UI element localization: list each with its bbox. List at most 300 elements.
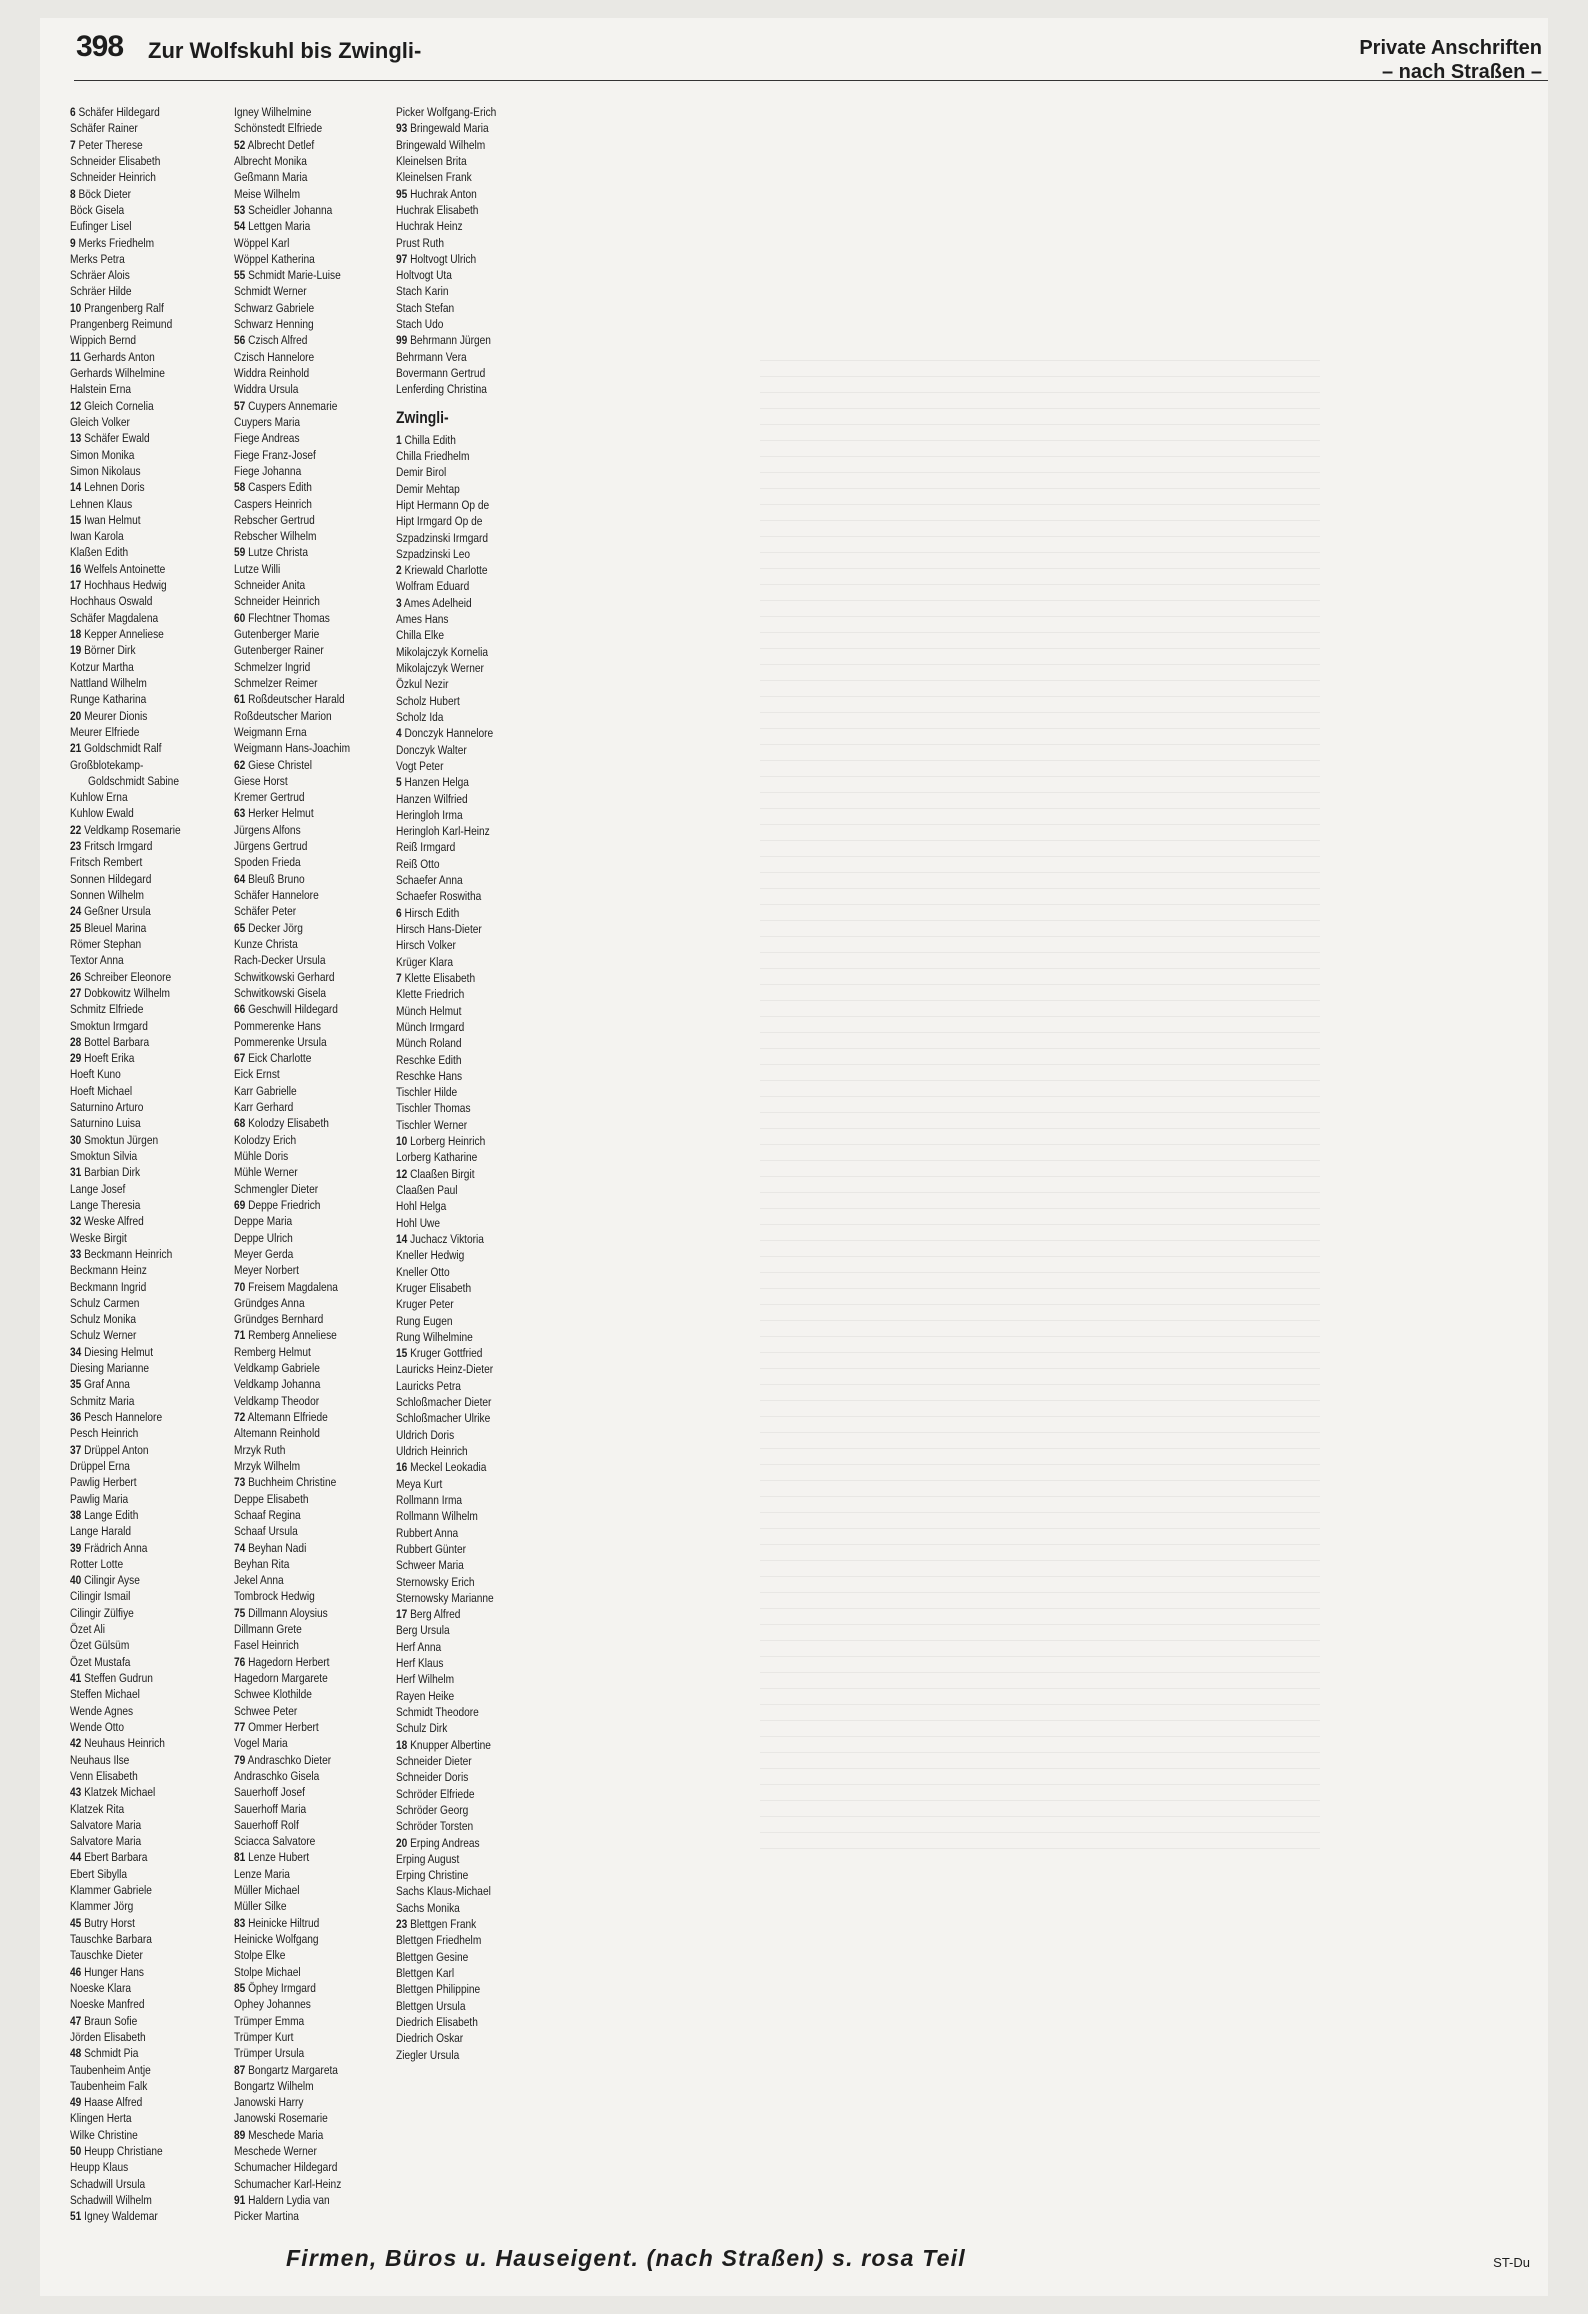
listing-entry <box>70 708 198 724</box>
resident-name: Hagedorn Margarete <box>234 1671 328 1685</box>
listing-entry <box>234 1066 362 1082</box>
listing-entry <box>234 1376 362 1392</box>
resident-name: Schaaf Regina <box>234 1507 301 1522</box>
resident-name: Meschede Werner <box>234 2144 317 2159</box>
listing-entry <box>234 398 362 414</box>
listing-entry <box>396 1166 524 1182</box>
listing-entry <box>396 316 524 332</box>
house-number: 74 <box>234 1540 246 1555</box>
listing-entry <box>234 593 362 609</box>
resident-name: Graf Anna <box>84 1377 130 1392</box>
listing-entry <box>234 1866 362 1882</box>
listing-entry <box>234 1213 362 1229</box>
resident-name: Veldkamp Gabriele <box>234 1361 320 1376</box>
listing-entry <box>70 610 198 626</box>
listing-entry <box>396 1149 524 1165</box>
resident-name: Lorberg Katharine <box>396 1150 478 1165</box>
page-title: Zur Wolfskuhl bis Zwingli- <box>148 38 422 63</box>
resident-name: Smoktun Jürgen <box>84 1132 159 1147</box>
resident-name: Kuhlow Ewald <box>70 806 134 821</box>
resident-name: Bongartz Wilhelm <box>234 2078 314 2093</box>
listing-entry <box>234 2110 362 2126</box>
house-number: 83 <box>234 1915 246 1930</box>
house-number: 81 <box>234 1850 246 1865</box>
listing-entry <box>234 186 362 202</box>
resident-name: Diesing Marianne <box>70 1361 150 1376</box>
resident-name: Tauschke Dieter <box>70 1948 143 1963</box>
listing-entry <box>234 822 362 838</box>
listing-entry <box>396 1786 524 1802</box>
listing-entry <box>396 1068 524 1084</box>
resident-name: Mrzyk Wilhelm <box>234 1458 301 1473</box>
listing-entry <box>70 2127 198 2143</box>
section-subtitle: – nach Straßen – <box>1381 61 1542 83</box>
house-number: 73 <box>234 1475 246 1490</box>
resident-name: Pawlig Maria <box>70 1491 129 1506</box>
resident-name: Nattland Wilhelm <box>70 675 147 690</box>
resident-name: Prangenberg Reimund <box>70 317 173 332</box>
resident-name: Wende Otto <box>70 1719 125 1734</box>
resident-name: Lange Josef <box>70 1181 126 1196</box>
house-number: 97 <box>396 251 408 266</box>
resident-name: Schäfer Ewald <box>84 431 150 446</box>
listing-entry <box>234 1947 362 1963</box>
listing-entry <box>396 1802 524 1818</box>
resident-name: Meschede Maria <box>248 2127 324 2142</box>
house-number: 40 <box>70 1573 82 1588</box>
resident-name: Janowski Rosemarie <box>234 2111 328 2126</box>
resident-name: Chilla Friedhelm <box>396 448 470 463</box>
listing-entry <box>396 2030 524 2046</box>
listing-entry <box>70 1327 198 1343</box>
listing-entry <box>396 1737 524 1753</box>
listing-entry <box>70 1018 198 1034</box>
resident-name: Scholz Hubert <box>396 693 460 708</box>
listing-entry <box>70 1246 198 1262</box>
resident-name: Rollmann Irma <box>396 1492 463 1507</box>
listing-entry <box>234 642 362 658</box>
listing-entry <box>234 1654 362 1670</box>
listing-entry <box>234 724 362 740</box>
resident-name: Hipt Irmgard Op de <box>396 514 483 529</box>
resident-name: Schmitz Maria <box>70 1393 135 1408</box>
resident-name: Klatzek Rita <box>70 1801 125 1816</box>
resident-name: Vogel Maria <box>234 1736 288 1751</box>
resident-name: Kuhlow Erna <box>70 790 128 805</box>
resident-name: Eufinger Lisel <box>70 219 132 234</box>
house-number: 17 <box>70 578 82 593</box>
listing-entry <box>70 1654 198 1670</box>
house-number: 65 <box>234 920 246 935</box>
listing-entry <box>234 1637 362 1653</box>
listing-entry <box>396 807 524 823</box>
listing-entry <box>234 1230 362 1246</box>
resident-name: Blettgen Friedhelm <box>396 1933 482 1948</box>
house-number: 59 <box>234 545 246 560</box>
listing-entry <box>70 1556 198 1572</box>
house-number: 70 <box>234 1279 246 1294</box>
listing-entry <box>234 544 362 560</box>
listing-entry <box>234 120 362 136</box>
listing-entry <box>396 1720 524 1736</box>
listing-entry <box>396 202 524 218</box>
resident-name: Schwitkowski Gerhard <box>234 969 335 984</box>
listing-entry <box>234 675 362 691</box>
resident-name: Schräer Hilde <box>70 284 132 299</box>
listing-entry <box>70 1523 198 1539</box>
resident-name: Wöppel Karl <box>234 235 290 250</box>
resident-name: Bottel Barbara <box>84 1034 150 1049</box>
resident-name: Schmidt Pia <box>84 2046 139 2061</box>
house-number: 48 <box>70 2046 82 2061</box>
house-number: 25 <box>70 920 82 935</box>
listing-entry <box>234 447 362 463</box>
resident-name: Geßmann Maria <box>234 170 308 185</box>
house-number: 26 <box>70 969 82 984</box>
resident-name: Noeske Klara <box>70 1980 132 1995</box>
listing-entry <box>70 1637 198 1653</box>
listing-entry <box>396 709 524 725</box>
header-rule <box>74 80 1548 81</box>
listing-entry <box>70 985 198 1001</box>
resident-name: Schwee Peter <box>234 1703 298 1718</box>
listing-entry <box>70 871 198 887</box>
resident-name: Huchrak Anton <box>410 186 477 201</box>
resident-name: Deppe Elisabeth <box>234 1491 309 1506</box>
resident-name: Remberg Helmut <box>234 1344 311 1359</box>
resident-name: Lutze Christa <box>248 545 309 560</box>
listing-entry <box>396 1769 524 1785</box>
listing-entry <box>234 1898 362 1914</box>
listing-entry <box>234 2078 362 2094</box>
resident-name: Heupp Christiane <box>84 2144 163 2159</box>
listing-entry <box>234 2094 362 2110</box>
listing-entry <box>234 2143 362 2159</box>
listing-entry <box>234 1099 362 1115</box>
resident-name: Reiß Irmgard <box>396 840 456 855</box>
house-number: 68 <box>234 1116 246 1131</box>
listing-entry <box>70 496 198 512</box>
resident-name: Lehnen Doris <box>84 480 145 495</box>
resident-name: Claaßen Paul <box>396 1183 458 1197</box>
listing-entry <box>396 644 524 660</box>
resident-name: Jürgens Alfons <box>234 822 301 837</box>
house-number: 72 <box>234 1410 246 1424</box>
listing-entry <box>396 1035 524 1051</box>
house-number: 15 <box>396 1346 408 1361</box>
house-number: 85 <box>234 1980 246 1995</box>
listing-entry <box>396 937 524 953</box>
house-number: 10 <box>396 1134 408 1149</box>
listing-entry <box>234 1262 362 1278</box>
listing-entry <box>234 1018 362 1034</box>
listing-entry <box>396 1003 524 1019</box>
resident-name: Rubbert Anna <box>396 1525 459 1540</box>
listing-entry <box>396 791 524 807</box>
resident-name: Rollmann Wilhelm <box>396 1509 478 1524</box>
resident-name: Claaßen Birgit <box>410 1166 475 1181</box>
house-number: 24 <box>70 904 82 919</box>
listing-entry <box>396 872 524 888</box>
listing-entry <box>70 1507 198 1523</box>
resident-name: Barbian Dirk <box>84 1165 141 1180</box>
resident-name: Sauerhoff Maria <box>234 1801 307 1816</box>
listing-entry <box>70 1376 198 1392</box>
listing-entry <box>70 1670 198 1686</box>
house-number: 8 <box>70 186 76 201</box>
listing-entry <box>234 610 362 626</box>
resident-name: Schräer Alois <box>70 268 130 283</box>
resident-name: Schloßmacher Ulrike <box>396 1411 491 1426</box>
listing-entry <box>70 1425 198 1441</box>
listing-entry <box>234 1523 362 1539</box>
resident-name: Mrzyk Ruth <box>234 1442 286 1457</box>
resident-name: Rayen Heike <box>396 1688 455 1703</box>
resident-name: Deppe Friedrich <box>248 1197 321 1212</box>
listing-entry <box>70 1833 198 1849</box>
resident-name: Sonnen Wilhelm <box>70 888 144 902</box>
listing-entry <box>70 1295 198 1311</box>
resident-name: Smoktun Irmgard <box>70 1018 148 1033</box>
resident-name: Bongartz Margareta <box>248 2062 338 2077</box>
listing-entry <box>70 1768 198 1784</box>
house-number: 7 <box>396 970 402 985</box>
resident-name: Schweer Maria <box>396 1558 464 1573</box>
house-number: 45 <box>70 1915 82 1930</box>
listing-entry <box>70 1066 198 1082</box>
resident-name: Knupper Albertine <box>410 1737 491 1752</box>
listing-entry <box>396 954 524 970</box>
listing-entry <box>234 1458 362 1474</box>
resident-name: Scholz Ida <box>396 709 444 724</box>
resident-name: Cuypers Annemarie <box>248 398 338 413</box>
resident-name: Pommerenke Hans <box>234 1018 321 1033</box>
house-number: 66 <box>234 1002 246 1017</box>
house-number: 11 <box>70 349 81 364</box>
listing-entry <box>234 985 362 1001</box>
listing-entry <box>234 1115 362 1131</box>
resident-name: Schäfer Hannelore <box>234 888 319 902</box>
listing-entry <box>396 1247 524 1263</box>
listing-entry <box>70 202 198 218</box>
resident-name: Altemann Reinhold <box>234 1426 320 1441</box>
resident-name: Merks Petra <box>70 251 125 266</box>
resident-name: Steffen Gudrun <box>84 1671 153 1685</box>
listing-entry <box>70 332 198 348</box>
listing-entry <box>234 381 362 397</box>
resident-name: Huchrak Elisabeth <box>396 202 479 217</box>
listing-entry <box>396 153 524 169</box>
listing-entry <box>234 1409 362 1425</box>
listing-entry <box>396 432 524 448</box>
resident-name: Reiß Otto <box>396 856 440 871</box>
resident-name: Salvatore Maria <box>70 1834 142 1849</box>
resident-name: Böck Dieter <box>78 186 132 201</box>
listing-entry <box>396 611 524 627</box>
listing-entry <box>234 316 362 332</box>
resident-name: Schumacher Hildegard <box>234 2160 338 2175</box>
resident-name: Weigmann Hans-Joachim <box>234 741 351 756</box>
footer-note: Firmen, Büros u. Hauseigent. (nach Straßen) s. rosa Teil <box>286 2245 966 2271</box>
listing-entry <box>396 1231 524 1247</box>
listing-entry <box>70 1898 198 1914</box>
resident-name: Rebscher Wilhelm <box>234 529 317 544</box>
house-number: 2 <box>396 563 402 578</box>
listing-entry <box>396 1084 524 1100</box>
listing-entry <box>234 2176 362 2192</box>
listing-entry <box>396 349 524 365</box>
listing-entry <box>396 823 524 839</box>
listing-entry <box>234 1784 362 1800</box>
resident-name: Halstein Erna <box>70 382 132 397</box>
house-number: 79 <box>234 1752 246 1767</box>
listing-entry <box>70 365 198 381</box>
listing-entry <box>396 1998 524 2014</box>
listing-entry <box>396 1525 524 1541</box>
listing-entry <box>234 691 362 707</box>
resident-name: Lenze Hubert <box>248 1850 310 1865</box>
resident-name: Neuhaus Heinrich <box>84 1736 165 1751</box>
listing-entry <box>70 235 198 251</box>
listing-entry <box>234 1246 362 1262</box>
house-number: 91 <box>234 2193 246 2207</box>
resident-name: Reschke Hans <box>396 1068 463 1083</box>
listing-entry <box>234 1001 362 1017</box>
listing-entry <box>70 1540 198 1556</box>
listing-entry <box>70 1164 198 1180</box>
listing-entry <box>396 2014 524 2030</box>
resident-name: Beckmann Heinz <box>70 1263 147 1278</box>
listing-entry <box>396 530 524 546</box>
resident-name: Lange Harald <box>70 1524 132 1539</box>
listing-entry <box>70 1099 198 1115</box>
resident-name: Ziegler Ursula <box>396 2047 460 2062</box>
resident-name: Müller Silke <box>234 1899 287 1914</box>
listing-entry <box>396 856 524 872</box>
resident-name: Schneider Doris <box>396 1770 469 1785</box>
listing-entry <box>234 871 362 887</box>
resident-name: Ophey Johannes <box>234 1997 311 2012</box>
resident-name: Mikolajczyk Werner <box>396 661 484 675</box>
resident-name: Schwee Klothilde <box>234 1687 312 1702</box>
resident-name: Großblotekamp- <box>70 757 144 772</box>
resident-name: Trümper Kurt <box>234 2029 294 2044</box>
resident-name: Altemann Elfriede <box>247 1410 328 1424</box>
listing-entry <box>234 528 362 544</box>
listing-entry <box>234 1703 362 1719</box>
resident-name: Veldkamp Rosemarie <box>84 822 181 837</box>
resident-name: Schulz Werner <box>70 1328 137 1343</box>
listing-entry <box>70 626 198 642</box>
resident-name: Blettgen Gesine <box>396 1949 469 1964</box>
resident-name: Herf Anna <box>396 1639 442 1654</box>
resident-name: Vogt Peter <box>396 758 444 773</box>
listing-entry <box>234 854 362 870</box>
resident-name: Mühle Doris <box>234 1149 289 1163</box>
resident-name: Igney Waldemar <box>84 2209 158 2224</box>
listing-entry <box>70 2094 198 2110</box>
house-number: 41 <box>70 1671 82 1685</box>
resident-name: Heupp Klaus <box>70 2160 129 2175</box>
listing-entry <box>396 888 524 904</box>
listing-entry <box>70 724 198 740</box>
listing-entry <box>70 1849 198 1865</box>
resident-name: Klaßen Edith <box>70 545 129 560</box>
resident-name: Özet Gülsüm <box>70 1638 130 1653</box>
listing-entry <box>234 1572 362 1588</box>
listing-entry <box>396 235 524 251</box>
resident-name: Lutze Willi <box>234 561 281 576</box>
listing-entry <box>234 1605 362 1621</box>
resident-name: Stach Stefan <box>396 300 455 315</box>
house-number: 19 <box>70 643 82 658</box>
house-number: 49 <box>70 2095 82 2110</box>
listing-entry <box>234 1425 362 1441</box>
resident-name: Erping Andreas <box>410 1835 480 1850</box>
listing-entry <box>70 1931 198 1947</box>
listing-entry <box>396 448 524 464</box>
resident-name: Meise Wilhelm <box>234 186 301 201</box>
house-number: 47 <box>70 2013 82 2028</box>
listing-entry <box>70 1132 198 1148</box>
resident-name: Fasel Heinrich <box>234 1638 299 1653</box>
listing-entry <box>70 1491 198 1507</box>
house-number: 77 <box>234 1719 246 1734</box>
house-number: 32 <box>70 1214 82 1229</box>
listing-entry <box>396 1655 524 1671</box>
listing-entry <box>70 414 198 430</box>
resident-name: Caspers Edith <box>248 480 312 495</box>
listing-entry <box>234 479 362 495</box>
listing-entry <box>234 903 362 919</box>
listing-entry <box>396 774 524 790</box>
listing-entry <box>70 2062 198 2078</box>
listing-entry <box>70 267 198 283</box>
listing-entry <box>70 1605 198 1621</box>
resident-name: Kleinelsen Brita <box>396 153 467 168</box>
listing-entry <box>70 1588 198 1604</box>
listing-entry <box>234 1540 362 1556</box>
resident-name: Wippich Bernd <box>70 333 137 348</box>
listing-entry <box>234 577 362 593</box>
listing-entry <box>234 1686 362 1702</box>
listing-entry <box>70 1735 198 1751</box>
listing-entry <box>234 708 362 724</box>
resident-name: Sachs Monika <box>396 1900 460 1915</box>
resident-name: Fritsch Irmgard <box>84 839 153 854</box>
resident-name: Wilke Christine <box>70 2127 138 2142</box>
resident-name: Picker Martina <box>234 2209 299 2224</box>
listing-entry <box>396 1329 524 1345</box>
house-number: 34 <box>70 1344 82 1359</box>
resident-name: Meurer Dionis <box>84 708 148 723</box>
house-number: 12 <box>396 1166 408 1181</box>
resident-name: Cilingir Ayse <box>84 1573 140 1588</box>
resident-name: Heinicke Wolfgang <box>234 1932 319 1946</box>
resident-name: Scheidler Johanna <box>248 202 333 217</box>
house-number: 13 <box>70 431 82 446</box>
listing-entry <box>70 381 198 397</box>
listing-entry <box>234 1442 362 1458</box>
resident-name: Demir Mehtap <box>396 481 460 496</box>
house-number: 16 <box>396 1460 408 1475</box>
resident-name: Schneider Heinrich <box>70 170 156 185</box>
resident-name: Krüger Klara <box>396 954 454 969</box>
house-number: 51 <box>70 2209 82 2224</box>
resident-name: Beyhan Nadi <box>248 1540 307 1555</box>
resident-name: Haase Alfred <box>84 2095 143 2110</box>
resident-name: Cuypers Maria <box>234 414 301 429</box>
